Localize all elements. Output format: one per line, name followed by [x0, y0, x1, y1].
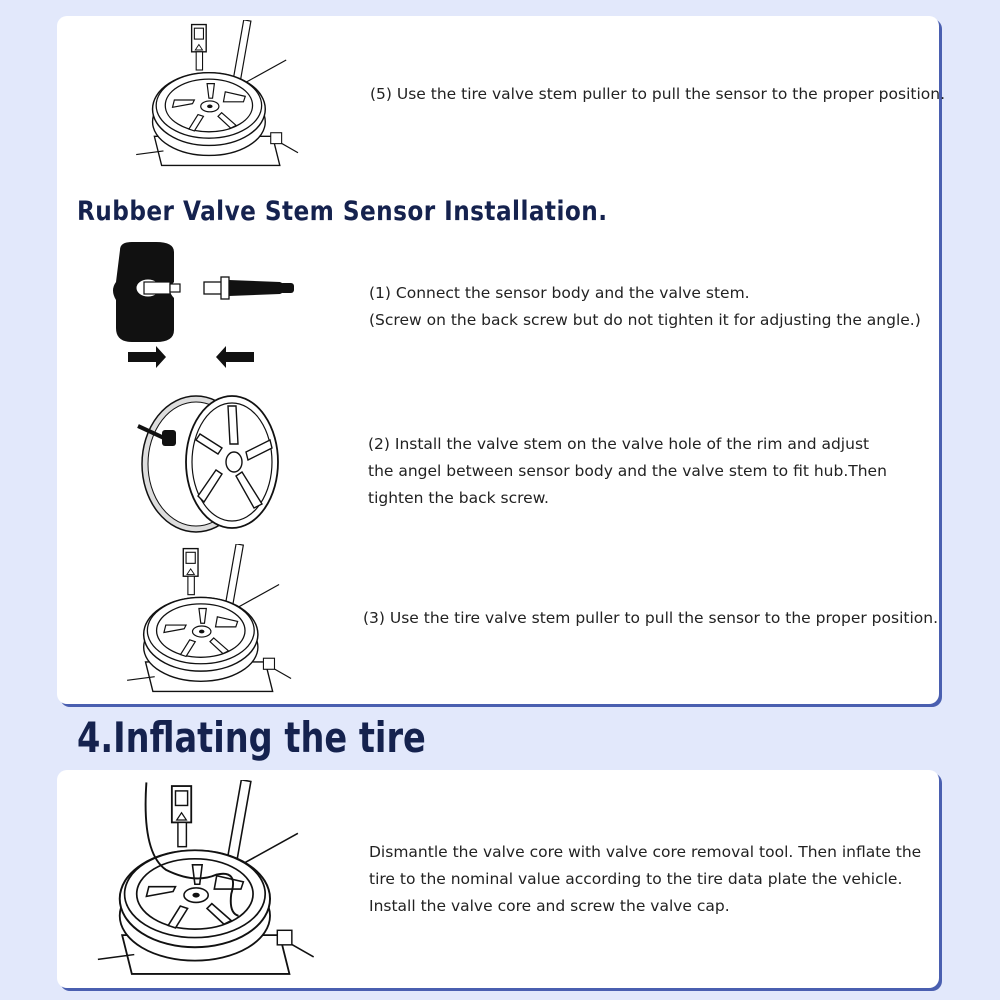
- tire-changer-machine-icon: [120, 544, 300, 696]
- sensor-and-valve-stem-icon: [108, 238, 303, 373]
- wheel-rim-icon: [134, 392, 284, 537]
- step-3-text: (3) Use the tire valve stem puller to pull the sensor to the proper position.: [363, 609, 938, 627]
- section-heading-inflating: 4.Inflating the tire: [77, 713, 426, 762]
- step-5-text: (5) Use the tire valve stem puller to pull the sensor to the proper position.: [370, 85, 945, 103]
- step-1-text: (1) Connect the sensor body and the valve stem. (Screw on the back screw but do not tighten it for adjusting the angle.): [369, 284, 921, 329]
- inflating-text: Dismantle the valve core with valve core removal tool. Then inflate the tire to the nominal value according to the tire data plate the vehicle. Install the valve core and screw the valve cap.: [369, 843, 922, 915]
- tire-changer-machine-icon: [92, 780, 322, 980]
- tire-changer-machine-icon: [128, 20, 308, 170]
- section-heading-rubber-valve: Rubber Valve Stem Sensor Installation.: [77, 196, 608, 227]
- step-2-text: (2) Install the valve stem on the valve hole of the rim and adjust the angel between sensor body and the valve stem to fit hub.Then tighten the back screw.: [368, 435, 887, 507]
